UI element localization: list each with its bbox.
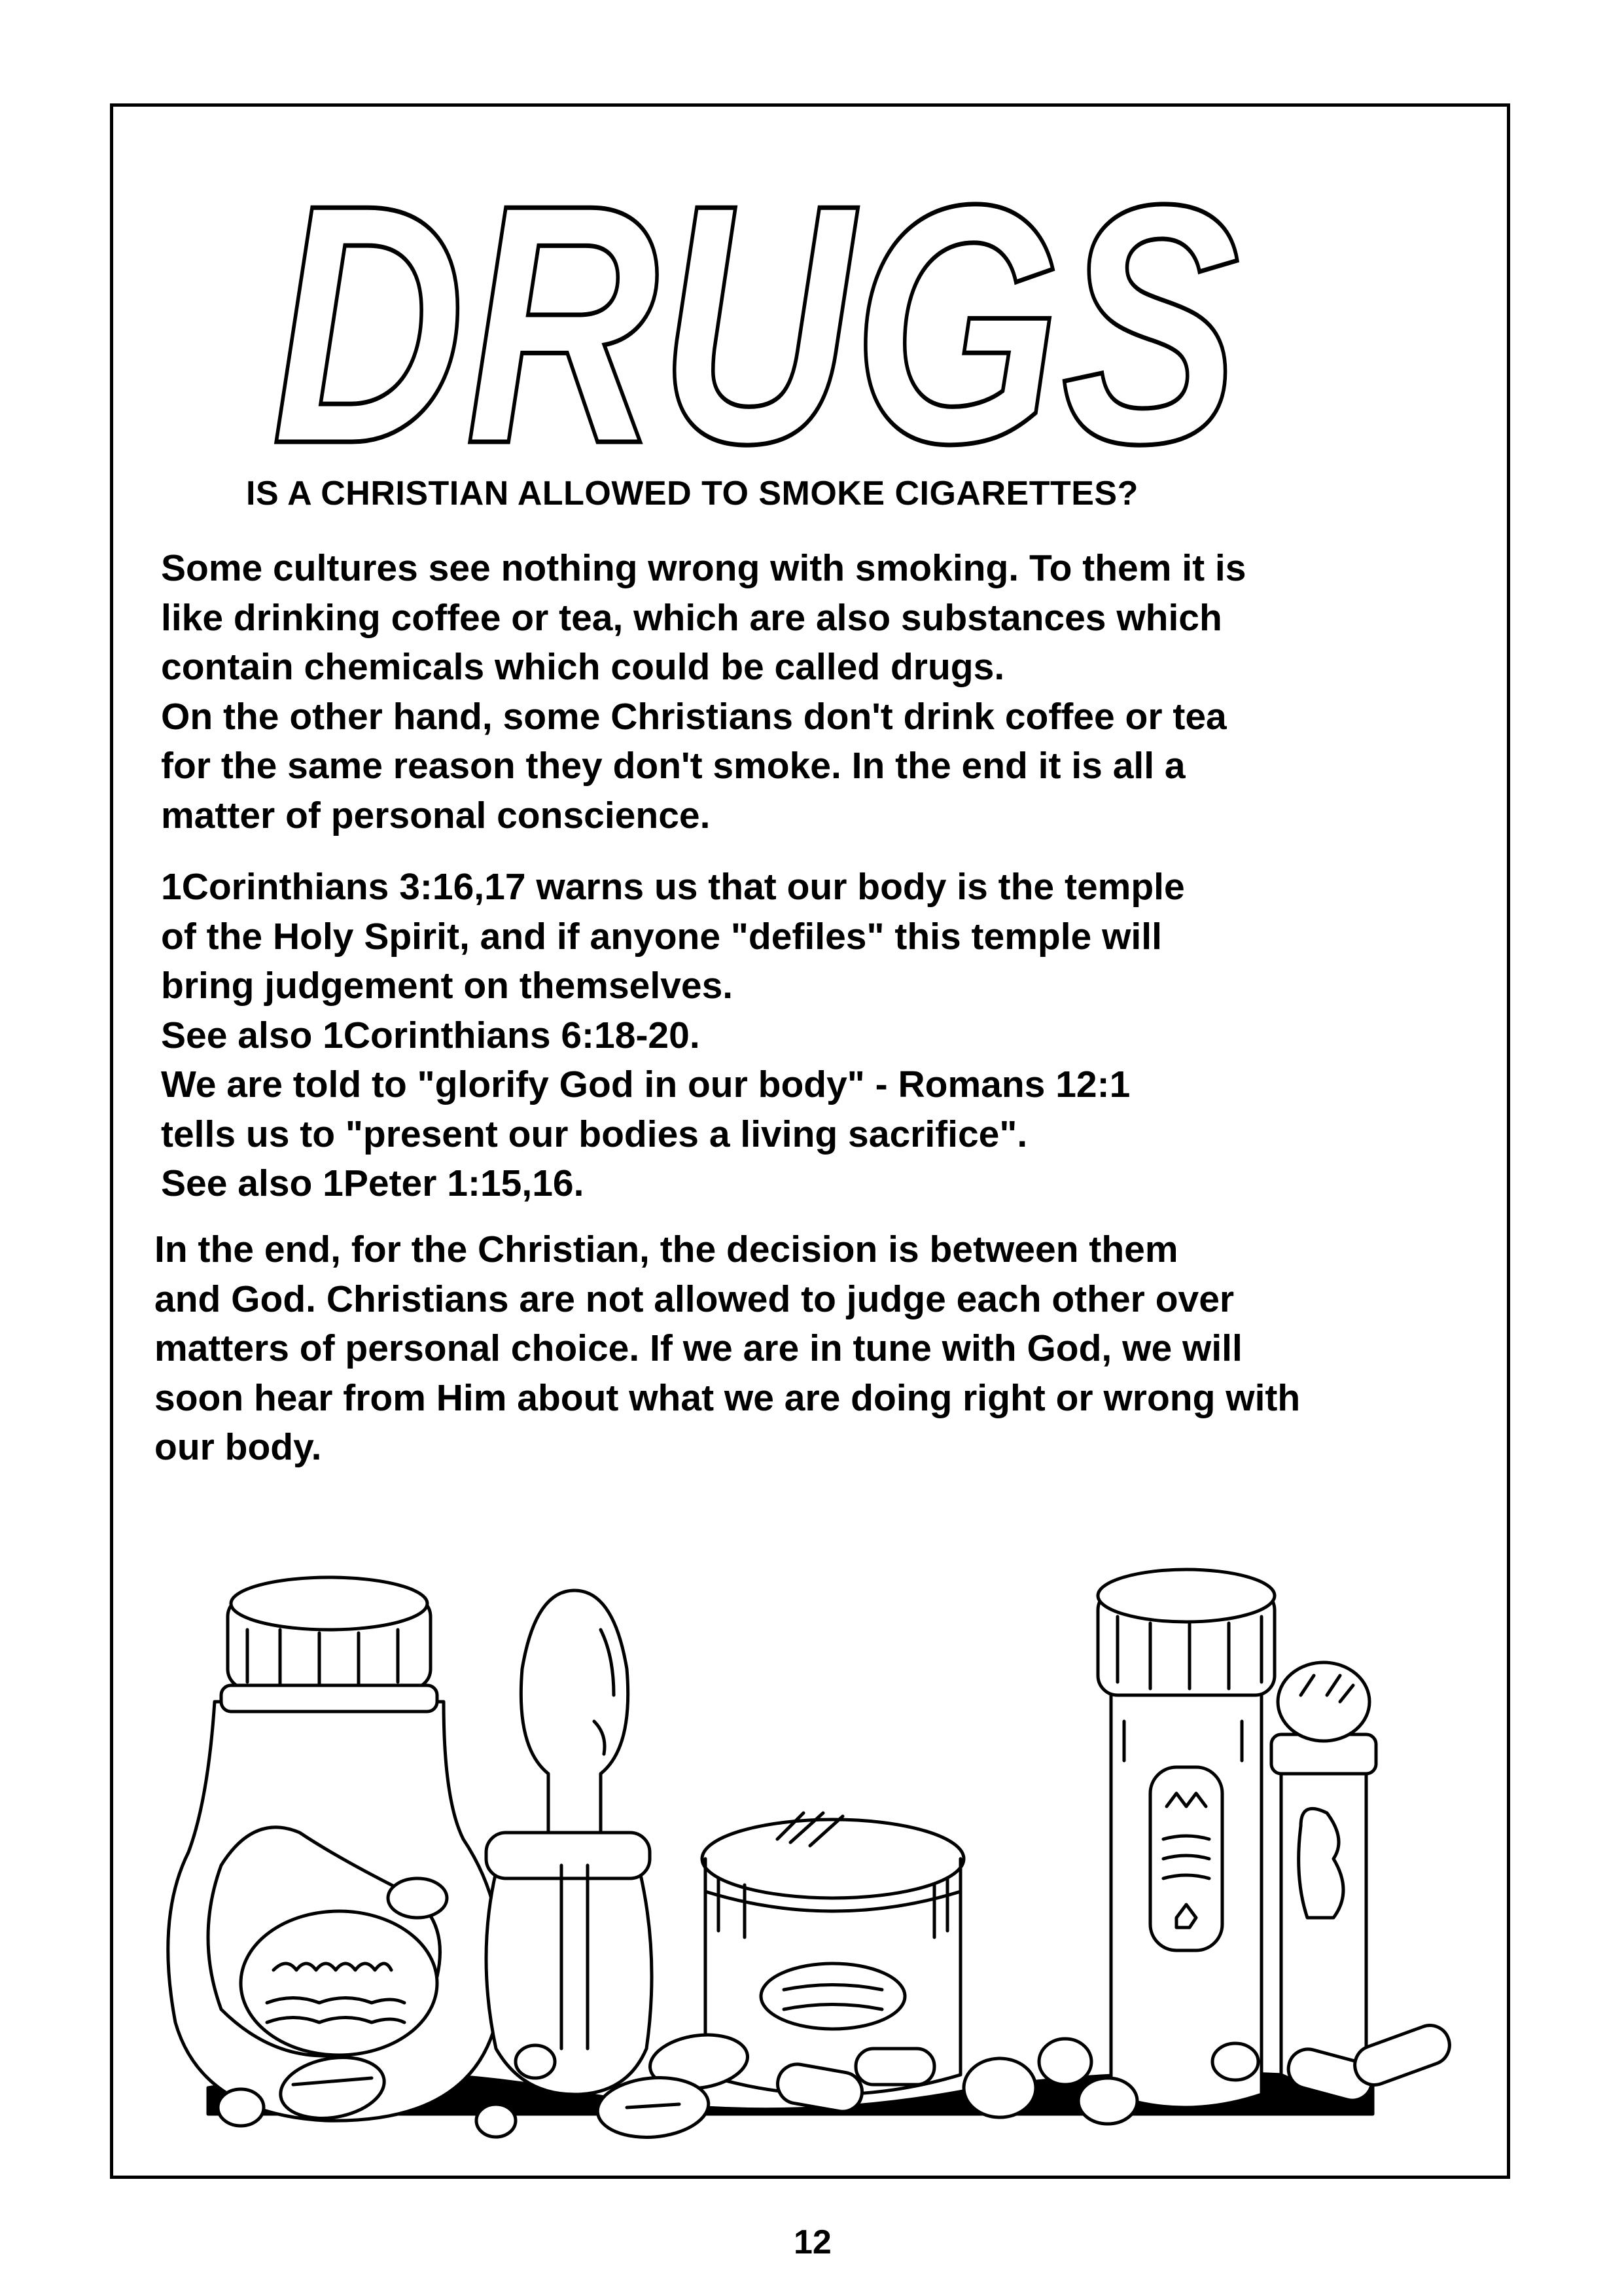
paragraph-line: for the same reason they don't smoke. In the end it is all a bbox=[161, 745, 1186, 787]
paragraph-line: Some cultures see nothing wrong with smoking. To them it is bbox=[161, 547, 1246, 589]
paragraph-line: bring judgement on themselves. bbox=[161, 965, 733, 1007]
paragraph-line: of the Holy Spirit, and if anyone "defiles" this temple will bbox=[161, 915, 1162, 958]
medicine-illustration bbox=[130, 1551, 1491, 2160]
paragraph-line: See also 1Corinthians 6:18-20. bbox=[161, 1014, 700, 1056]
page-number: 12 bbox=[794, 2223, 832, 2261]
paragraph-1 bbox=[161, 544, 1246, 840]
paragraph-line: our body. bbox=[154, 1426, 322, 1468]
drugs-title-art bbox=[258, 154, 1253, 488]
flask-bottle bbox=[168, 1577, 501, 2121]
paragraph-line: matters of personal choice. If we are in tune with God, we will bbox=[154, 1327, 1243, 1369]
question-heading: IS A CHRISTIAN ALLOWED TO SMOKE CIGARETTES? bbox=[246, 475, 1139, 512]
dropper-bottle bbox=[486, 1590, 652, 2094]
paragraph-line: matter of personal conscience. bbox=[161, 794, 711, 836]
title-text: DRUGS bbox=[272, 154, 1242, 488]
paragraph-3 bbox=[154, 1225, 1300, 1473]
paragraph-line: tells us to "present our bodies a living sacrifice". bbox=[161, 1113, 1028, 1155]
tall-pill-bottle bbox=[1098, 1570, 1275, 2108]
paragraph-line: See also 1Peter 1:15,16. bbox=[161, 1162, 584, 1204]
paragraph-2 bbox=[161, 863, 1185, 1209]
paragraph-line: We are told to "glorify God in our body" - Romans 12:1 bbox=[161, 1064, 1131, 1105]
paragraph-line: and God. Christians are not allowed to judge each other over bbox=[154, 1278, 1235, 1320]
small-pill-bottle bbox=[1271, 1662, 1376, 2085]
paragraph-line: In the end, for the Christian, the decision is between them bbox=[154, 1229, 1178, 1270]
paragraph-line: soon hear from Him about what we are doing right or wrong with bbox=[154, 1376, 1301, 1419]
paragraph-line: like drinking coffee or tea, which are also substances which bbox=[161, 596, 1222, 639]
paragraph-line: contain chemicals which could be called drugs. bbox=[161, 646, 1005, 688]
paragraph-line: On the other hand, some Christians don't drink coffee or tea bbox=[161, 695, 1227, 738]
paragraph-line: 1Corinthians 3:16,17 warns us that our body is the temple bbox=[161, 866, 1185, 908]
